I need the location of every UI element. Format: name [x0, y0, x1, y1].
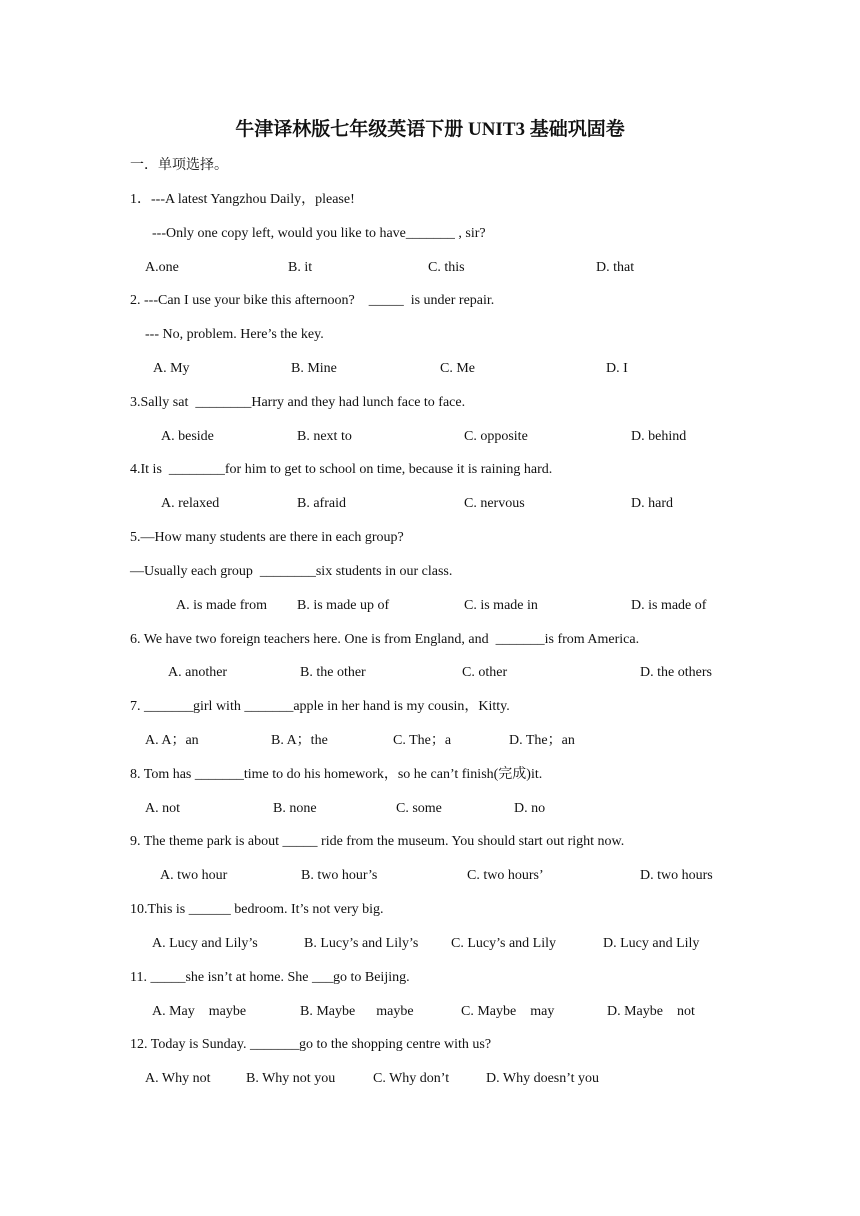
question-1-option-a: A.one: [145, 260, 179, 275]
question-2-stem-line-2: --- No, problem. Here’s the key.: [145, 327, 324, 342]
question-12-option-c: C. Why don’t: [373, 1071, 450, 1086]
question-10-option-b: B. Lucy’s and Lily’s: [304, 936, 419, 951]
question-4-option-c: C. nervous: [464, 496, 525, 511]
question-7-option-a: A. A；an: [145, 733, 199, 748]
question-9-stem: 9. The theme park is about _____ ride from the museum. You should start out right now.: [130, 834, 625, 849]
question-1-stem-line-2: ---Only one copy left, would you like to have_______ , sir?: [152, 226, 486, 241]
question-9-option-d: D. two hours: [640, 868, 713, 883]
question-2-stem: 2. ---Can I use your bike this afternoon? _____ is under repair.: [130, 293, 495, 308]
question-1-option-d: D. that: [596, 260, 635, 275]
question-1-option-c: C. this: [428, 260, 465, 275]
question-11-option-c: C. Maybe may: [461, 1004, 555, 1019]
question-4-option-a: A. relaxed: [161, 496, 220, 511]
question-4-option-d: D. hard: [631, 496, 673, 511]
question-9-option-c: C. two hours’: [467, 868, 544, 883]
question-10-stem: 10.This is ______ bedroom. It’s not very big.: [130, 902, 384, 917]
question-12-stem: 12. Today is Sunday. _______go to the shopping centre with us?: [130, 1037, 492, 1052]
question-12-option-d: D. Why doesn’t you: [486, 1071, 600, 1086]
question-6-option-a: A. another: [168, 665, 228, 680]
question-1-stem: 1．---A latest Yangzhou Daily，please!: [130, 192, 355, 207]
question-3-option-d: D. behind: [631, 429, 687, 444]
question-7-option-b: B. A；the: [271, 733, 328, 748]
question-11-option-d: D. Maybe not: [607, 1004, 695, 1019]
question-7-option-d: D. The；an: [509, 733, 575, 748]
question-3-option-b: B. next to: [297, 429, 352, 444]
question-6-option-d: D. the others: [640, 665, 712, 680]
document-title: 牛津译林版七年级英语下册 UNIT3 基础巩固卷: [235, 119, 625, 140]
question-1-option-b: B. it: [288, 260, 313, 275]
question-7-option-c: C. The；a: [393, 733, 452, 748]
question-7-stem: 7. _______girl with _______apple in her hand is my cousin，Kitty.: [130, 699, 510, 714]
question-12-option-b: B. Why not you: [246, 1071, 336, 1086]
question-4-stem: 4.It is ________for him to get to school on time, because it is raining hard.: [130, 462, 553, 477]
question-5-option-c: C. is made in: [464, 598, 538, 613]
question-5-option-d: D. is made of: [631, 598, 707, 613]
question-8-option-c: C. some: [396, 801, 442, 816]
question-5-option-a: A. is made from: [176, 598, 267, 613]
question-3-stem: 3.Sally sat ________Harry and they had lunch face to face.: [130, 395, 466, 410]
question-8-option-d: D. no: [514, 801, 546, 816]
question-3-option-c: C. opposite: [464, 429, 528, 444]
question-2-option-a: A. My: [153, 361, 190, 376]
question-3-option-a: A. beside: [161, 429, 214, 444]
question-10-option-a: A. Lucy and Lily’s: [152, 936, 258, 951]
question-6-stem: 6. We have two foreign teachers here. One is from England, and _______is from America.: [130, 632, 640, 647]
question-9-option-b: B. two hour’s: [301, 868, 378, 883]
question-12-option-a: A. Why not: [145, 1071, 211, 1086]
question-8-option-a: A. not: [145, 801, 180, 816]
question-2-option-c: C. Me: [440, 361, 475, 376]
question-5-option-b: B. is made up of: [297, 598, 390, 613]
question-2-option-d: D. I: [606, 361, 628, 376]
question-6-option-b: B. the other: [300, 665, 366, 680]
question-8-option-b: B. none: [273, 801, 317, 816]
question-5-stem-line-2: —Usually each group ________six students in our class.: [130, 564, 453, 579]
question-11-option-b: B. Maybe maybe: [300, 1004, 414, 1019]
question-5-stem: 5.—How many students are there in each group?: [130, 530, 404, 545]
question-4-option-b: B. afraid: [297, 496, 346, 511]
question-11-option-a: A. May maybe: [152, 1004, 247, 1019]
question-8-stem: 8. Tom has _______time to do his homework，so he can’t finish(完成)it.: [130, 767, 543, 782]
question-9-option-a: A. two hour: [160, 868, 228, 883]
question-11-stem: 11. _____she isn’t at home. She ___go to Beijing.: [130, 970, 410, 985]
question-2-option-b: B. Mine: [291, 361, 337, 376]
question-6-option-c: C. other: [462, 665, 508, 680]
section-heading: 一．单项选择。: [130, 158, 228, 173]
question-10-option-d: D. Lucy and Lily: [603, 936, 700, 951]
question-10-option-c: C. Lucy’s and Lily: [451, 936, 556, 951]
